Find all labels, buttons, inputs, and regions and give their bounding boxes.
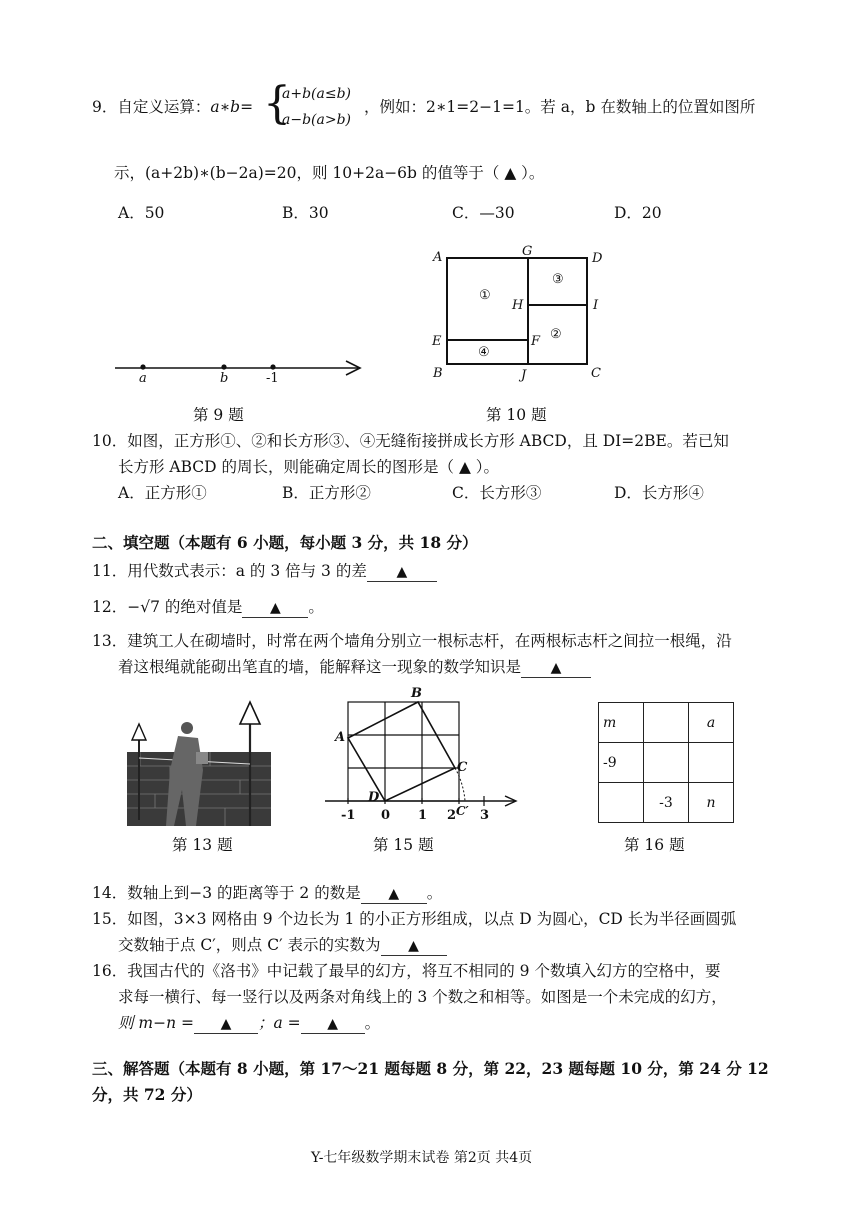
fig10-caption: 第 10 题 (486, 406, 547, 424)
fig10-label-J: J (521, 368, 527, 383)
q13-line1: 13．建筑工人在砌墙时，时常在两个墙角分别立一根标志杆，在两根标志杆之间拉一根绳，沿 (92, 632, 732, 650)
q15-text2: 交数轴于点 C′，则点 C′ 表示的实数为 (118, 936, 381, 954)
fig15-label-D: D (368, 790, 380, 805)
fig15-label-Cprime: C′ (456, 804, 469, 818)
q16-answer1-blank: ▲ (194, 1016, 258, 1034)
magic-cell: n (689, 783, 734, 823)
q9-option-a: A．50 (118, 204, 165, 222)
fig10-label-I: I (593, 298, 599, 313)
q9-number: 9． (92, 98, 118, 116)
q16-line1: 16．我国古代的《洛书》中记载了最早的幻方，将互不相同的 9 个数填入幻方的空格中，要 (92, 962, 721, 980)
q11-answer-blank: ▲ (367, 564, 437, 582)
q12-expr: −√7 的绝对值是 (127, 598, 243, 616)
q9-option-d: D．20 (614, 204, 662, 222)
fig9-label-b: b (220, 371, 229, 386)
section2-title: 二、填空题（本题有 6 小题，每小题 3 分，共 18 分） (92, 533, 478, 552)
magic-cell (689, 743, 734, 783)
q15-line2 (118, 936, 447, 956)
magic-cell (644, 703, 689, 743)
q10-option-d: D．长方形④ (614, 484, 704, 502)
magic-cell (644, 743, 689, 783)
q14 (92, 884, 442, 904)
q9-text: 自定义运算： (117, 98, 211, 116)
fig9-caption: 第 9 题 (193, 406, 244, 424)
q10-line2: 长方形 ABCD 的周长，则能确定周长的图形是（ ▲ ）。 (118, 458, 500, 476)
q9-case2: a−b(a>b) (282, 112, 352, 128)
fig15-label-C: C (457, 760, 468, 775)
fig13-caption: 第 13 题 (172, 836, 233, 854)
q16-pre: 则 m−n = (118, 1014, 195, 1032)
fig10-label-G: G (522, 244, 533, 259)
fig16-magic-square (598, 702, 734, 823)
q14-end: 。 (426, 884, 443, 902)
q14-answer-blank: ▲ (361, 886, 427, 904)
section3-line1: 三、解答题（本题有 8 小题，第 17～21 题每题 8 分，第 22，23 题每题 10 分，第 24 分 12 (92, 1059, 769, 1078)
fig9-label-minus1: -1 (266, 371, 279, 386)
q14-text: 14．数轴上到−3 的距离等于 2 的数是 (92, 884, 361, 902)
q13-text2: 着这根绳就能砌出笔直的墙，能解释这一现象的数学知识是 (118, 658, 522, 676)
fig10-label-B: B (433, 366, 443, 381)
fig15-tick-0: 0 (381, 808, 391, 823)
q9-brace: { (263, 78, 291, 129)
fig10-label-F: F (531, 334, 541, 349)
fig10-region-1: ① (479, 288, 491, 303)
q16-line2: 求每一横行、每一竖行以及两条对角线上的 3 个数之和相等。如图是一个未完成的幻方， (118, 988, 727, 1006)
fig15-tick-2: 2 (447, 808, 457, 823)
q12-answer-blank: ▲ (242, 600, 308, 618)
q12-number: 12． (92, 598, 128, 616)
page-footer: Y-七年级数学期末试卷 第2页 共4页 (311, 1150, 533, 1166)
q10-option-b: B．正方形② (282, 484, 371, 502)
fig10-label-A: A (433, 250, 443, 265)
fig15-tick-1: 1 (418, 808, 428, 823)
magic-cell: a (689, 703, 734, 743)
fig15-caption: 第 15 题 (373, 836, 434, 854)
q16-end: 。 (364, 1014, 381, 1032)
q9-line2: 示，(a+2b)∗(b−2a)=20，则 10+2a−6b 的值等于（ ▲ ）。 (114, 164, 545, 182)
fig10-region-3: ③ (552, 272, 564, 287)
q9-case1: a+b(a≤b) (282, 86, 352, 102)
magic-cell (599, 783, 644, 823)
fig10-label-D: D (592, 251, 603, 266)
q16-mid: ；a = (258, 1014, 301, 1032)
fig15-label-B: B (411, 686, 422, 701)
fig15-tick-3: 3 (480, 808, 490, 823)
q10-option-a: A．正方形① (118, 484, 207, 502)
fig10-label-C: C (591, 366, 601, 381)
q11-text: 11．用代数式表示：a 的 3 倍与 3 的差 (92, 562, 367, 580)
q16-answer2-blank: ▲ (301, 1016, 365, 1034)
magic-cell: m (599, 703, 644, 743)
q10-text1: 如图，正方形①、②和长方形③、④无缝衔接拼成长方形 ABCD，且 DI=2BE。若已知 (127, 432, 729, 450)
fig10-label-E: E (432, 334, 442, 349)
q10-option-c: C．长方形③ (452, 484, 542, 502)
q9-option-b: B．30 (282, 204, 329, 222)
fig16-caption: 第 16 题 (624, 836, 685, 854)
q9-expr-lhs: a∗b= (210, 98, 254, 116)
magic-cell: -3 (644, 783, 689, 823)
q15-line1: 15．如图，3×3 网格由 9 个边长为 1 的小正方形组成，以点 D 为圆心，CD 长为半径画圆弧 (92, 910, 737, 928)
q10-number: 10． (92, 432, 128, 450)
fig10-region-4: ④ (478, 345, 490, 360)
q13-answer-blank: ▲ (521, 660, 591, 678)
q15-answer-blank: ▲ (381, 938, 447, 956)
fig15-label-A: A (335, 730, 346, 745)
q12-end: 。 (308, 598, 324, 616)
fig10-label-H: H (512, 298, 524, 313)
q9-text2: ，例如：2∗1=2−1=1。若 a，b 在数轴上的位置如图所 (364, 98, 756, 116)
fig15-tick-minus1: -1 (341, 808, 356, 823)
q9-option-c: C．—30 (452, 204, 515, 222)
fig9-label-a: a (139, 371, 147, 386)
q16-line3 (118, 1014, 380, 1034)
fig10-region-2: ② (550, 327, 562, 342)
magic-cell: -9 (599, 743, 644, 783)
section3-line2: 分，共 72 分） (92, 1085, 202, 1104)
